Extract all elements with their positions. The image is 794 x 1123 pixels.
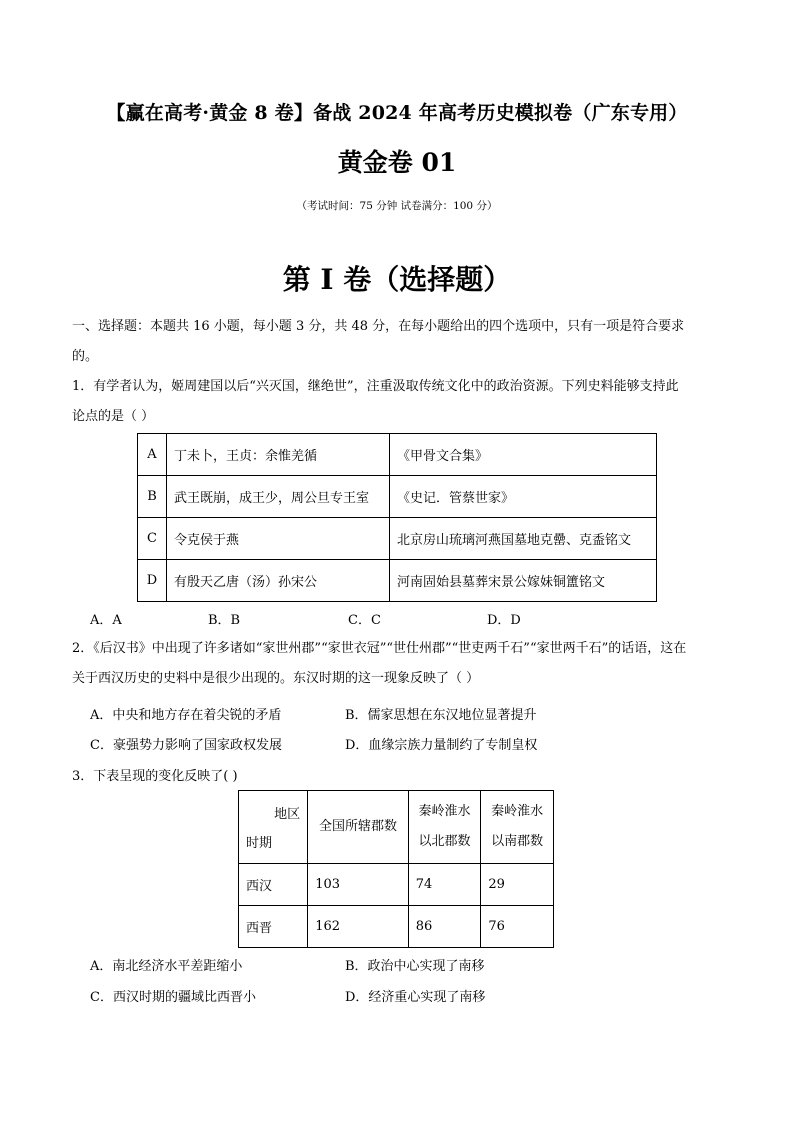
- table-cell-content: 令克侯于燕: [167, 518, 390, 560]
- question-1-stem-line-1: 1．有学者认为，姬周建国以后“兴灭国，继绝世”，注重汲取传统文化中的政治资源。下列史料能够支持此: [72, 379, 679, 394]
- table-cell-content: 有殷天乙唐（汤）孙宋公: [167, 560, 390, 602]
- question-1-stem: [72, 372, 724, 432]
- table-header-period: 时期: [246, 836, 273, 851]
- table-cell-source: 《甲骨文合集》: [390, 434, 657, 476]
- table-row: [239, 906, 554, 948]
- table-cell-letter: B: [138, 476, 167, 518]
- question-2-stem: [72, 634, 724, 694]
- table-cell-source: 《史记．管蔡世家》: [390, 476, 657, 518]
- instruction-line-2: 的。: [72, 349, 99, 364]
- paper-title: 黄金卷 01: [337, 148, 457, 177]
- instruction-line-1: 一、选择题：本题共 16 小题，每小题 3 分，共 48 分，在每小题给出的四个选项中，只有一项是符合要求: [72, 319, 685, 334]
- table-cell-content: 武王既崩，成王少，周公旦专王室: [167, 476, 390, 518]
- table-header-region: 地区: [274, 807, 301, 822]
- table-cell-north: 86: [408, 906, 481, 948]
- table-cell-source: 河南固始县墓葬宋景公嫁妹铜簠铭文: [390, 560, 657, 602]
- table-row: [138, 560, 657, 602]
- table-header-south-line-2: 以南郡数: [491, 834, 544, 849]
- table-row: [138, 518, 657, 560]
- table-row: [138, 434, 657, 476]
- table-cell-south: 29: [481, 864, 554, 906]
- question-3-table: [238, 790, 554, 948]
- question-2-option-c[interactable]: C．豪强势力影响了国家政权发展: [90, 738, 282, 753]
- table-cell-content: 丁未卜，王贞：余惟羌循: [167, 434, 390, 476]
- question-2-option-d[interactable]: D．血缘宗族力量制约了专制皇权: [345, 738, 538, 753]
- table-cell-north: 74: [408, 864, 481, 906]
- exam-info: （考试时间：75 分钟 试卷满分：100 分）: [296, 200, 498, 212]
- table-cell-total: 103: [308, 864, 409, 906]
- table-cell-source: 北京房山琉璃河燕国墓地克罍、克盉铭文: [390, 518, 657, 560]
- question-2-option-a[interactable]: A．中央和地方存在着尖锐的矛盾: [90, 708, 282, 723]
- question-1-option-a[interactable]: A．A: [90, 613, 122, 628]
- table-header-north: [408, 791, 481, 864]
- table-row: [138, 476, 657, 518]
- question-2-stem-line-2: 关于西汉历史的史料中是很少出现的。东汉时期的这一现象反映了（ ）: [72, 671, 480, 686]
- question-1-option-b[interactable]: B．B: [208, 613, 241, 628]
- table-header-total: 全国所辖郡数: [308, 791, 409, 864]
- table-cell-letter: D: [138, 560, 167, 602]
- table-header-corner: [239, 791, 308, 864]
- question-3-option-d[interactable]: D．经济重心实现了南移: [345, 990, 486, 1005]
- question-3-option-c[interactable]: C．西汉时期的疆域比西晋小: [90, 990, 256, 1005]
- question-1-table: [137, 433, 657, 602]
- question-3-option-a[interactable]: A．南北经济水平差距缩小: [90, 959, 243, 974]
- table-cell-period: 西晋: [239, 906, 308, 948]
- table-cell-south: 76: [481, 906, 554, 948]
- question-3-option-b[interactable]: B．政治中心实现了南移: [345, 959, 485, 974]
- question-3-stem: 3．下表呈现的变化反映了( ): [72, 769, 238, 784]
- table-header-south-line-1: 秦岭淮水: [491, 804, 544, 819]
- question-1-stem-line-2: 论点的是（ ）: [72, 409, 155, 424]
- table-cell-letter: C: [138, 518, 167, 560]
- section-title: 第 I 卷（选择题）: [282, 263, 512, 296]
- question-2-option-b[interactable]: B．儒家思想在东汉地位显著提升: [345, 708, 537, 723]
- table-cell-letter: A: [138, 434, 167, 476]
- table-header-north-line-1: 秦岭淮水: [418, 804, 471, 819]
- question-2-stem-line-1: 2．《后汉书》中出现了许多诸如“家世州郡”“家世衣冠”“世仕州郡”“世吏两千石”“家世两千石”的话语，这在: [72, 641, 687, 656]
- question-1-option-c[interactable]: C．C: [348, 613, 381, 628]
- table-header-north-line-2: 以北郡数: [418, 834, 471, 849]
- table-header-south: [481, 791, 554, 864]
- header-title: 【赢在高考·黄金 8 卷】备战 2024 年高考历史模拟卷（广东专用）: [106, 102, 688, 124]
- section-instruction: [72, 312, 724, 372]
- table-row: [239, 864, 554, 906]
- table-cell-total: 162: [308, 906, 409, 948]
- table-cell-period: 西汉: [239, 864, 308, 906]
- question-1-option-d[interactable]: D．D: [487, 613, 521, 628]
- table-header-row: [239, 791, 554, 864]
